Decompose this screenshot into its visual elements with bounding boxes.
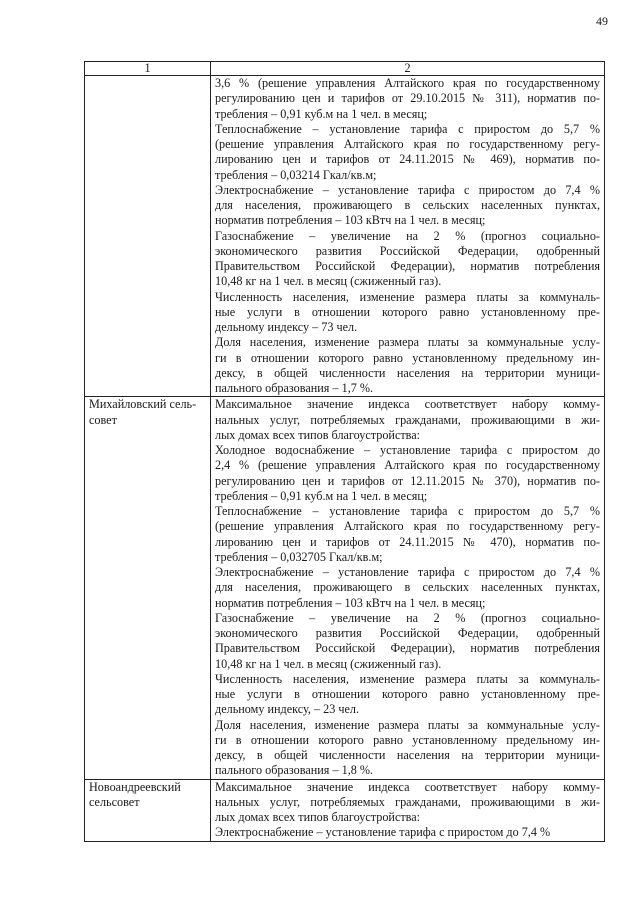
text-line: регулированию цен и тарифов от 29.10.2015 № 311), норматив по- — [215, 91, 600, 106]
text-line: ги в отношении которого равно установленному предельному ин- — [215, 350, 600, 365]
text-line: 2,4 % (решение управления Алтайского края по государственному — [215, 458, 600, 473]
text-line: норматив потребления – 103 кВтч на 1 чел. в месяц; — [215, 213, 486, 228]
text-line: пального образования – 1,7 %. — [215, 381, 374, 395]
page-number: 49 — [596, 14, 608, 28]
text-line: пального образования – 1,8 %. — [215, 763, 374, 778]
text-line: лых домах всех типов благоустройства: — [215, 427, 421, 442]
text-line: дельному индексу – 73 чел. — [215, 320, 358, 334]
text-line: нальных услуг, потребляемых гражданами, проживающими в жи- — [215, 412, 600, 427]
text-line: для населения, проживающего в сельских населенных пунктах, — [215, 198, 600, 212]
text-line: Теплоснабжение – установление тарифа с приростом до 5,7 % — [215, 504, 600, 518]
text-line: нальных услуг, потребляемых гражданами, проживающими в жи- — [215, 794, 600, 809]
text-line: лированию цен и тарифов от 24.11.2015 № 470), норматив по- — [215, 534, 600, 549]
text-line: экономического развития Российской Федерации, одобренный — [215, 243, 600, 258]
description-cell — [211, 397, 605, 779]
text-line: дексу, в общей численности населения на территории муници- — [215, 748, 600, 762]
text-line: 3,6 % (решение управления Алтайского края по государственному — [215, 76, 600, 90]
text-line: лированию цен и тарифов от 24.11.2015 № 469), норматив по- — [215, 152, 600, 167]
header-row — [85, 62, 605, 76]
text-line: Холодное водоснабжение – установление тарифа с приростом до — [215, 443, 600, 457]
municipality-name-cell — [85, 397, 211, 779]
text-line: требления – 0,91 куб.м на 1 чел. в месяц; — [215, 106, 428, 121]
text-line: требления – 0,032705 Гкал/кв.м; — [215, 549, 383, 564]
table-row — [85, 397, 605, 779]
description-cell — [211, 779, 605, 841]
text-line: Правительством Российской Федерации), норматив потребления — [215, 259, 600, 273]
text-line: экономического развития Российской Федерации, одобренный — [215, 626, 600, 640]
text-line: Численность населения, изменение размера платы за коммуналь- — [215, 289, 600, 304]
text-line: лых домах всех типов благоустройства: — [215, 810, 421, 824]
text-line: (решение управления Алтайского края по государственному регу- — [215, 137, 600, 151]
text-line: Максимальное значение индекса соответствует набору комму- — [215, 397, 600, 412]
municipality-name-cell — [85, 76, 211, 397]
text-line: Доля населения, изменение размера платы за коммунальные услу- — [215, 335, 600, 350]
text-line: дексу, в общей численности населения на территории муници- — [215, 365, 600, 380]
municipality-name-cell — [85, 779, 211, 841]
text-line: ги в отношении которого равно установленному предельному ин- — [215, 732, 600, 747]
text-line: регулированию цен и тарифов от 12.11.2015 № 370), норматив по- — [215, 473, 600, 488]
text-line: Электроснабжение – установление тарифа с приростом до 7,4 % — [215, 825, 551, 840]
text-line: требления – 0,91 куб.м на 1 чел. в месяц; — [215, 488, 428, 503]
text-line: Электроснабжение – установление тарифа с приростом до 7,4 % — [215, 182, 600, 197]
text-line: (решение управления Алтайского края по государственному регу- — [215, 519, 600, 534]
text-line: Газоснабжение – увеличение на 2 % (прогноз социально- — [215, 610, 600, 625]
text-line: Правительством Российской Федерации), норматив потребления — [215, 641, 600, 656]
text-line: 10,48 кг на 1 чел. в месяц (сжиженный газ). — [215, 656, 442, 671]
text-line: требления – 0,03214 Гкал/кв.м; — [215, 167, 377, 182]
text-line: Электроснабжение – установление тарифа с приростом до 7,4 % — [215, 565, 600, 579]
column-header-2: 2 — [211, 62, 605, 76]
text-line: Теплоснабжение – установление тарифа с приростом до 5,7 % — [215, 121, 600, 136]
text-line: ные услуги в отношении которого равно установленному пре- — [215, 687, 600, 701]
text-line: ные услуги в отношении которого равно установленному пре- — [215, 304, 600, 319]
column-header-1: 1 — [85, 62, 211, 76]
text-line: Численность населения, изменение размера платы за коммуналь- — [215, 671, 600, 686]
municipality-name-line: сельсовет — [89, 794, 140, 809]
description-cell — [211, 76, 605, 397]
text-line: для населения, проживающего в сельских населенных пунктах, — [215, 580, 600, 595]
text-line: Газоснабжение – увеличение на 2 % (прогноз социально- — [215, 228, 600, 243]
municipality-name-line: Михайловский сель- — [89, 397, 197, 412]
text-line: Максимальное значение индекса соответствует набору комму- — [215, 779, 600, 794]
table-row — [85, 779, 605, 841]
text-line: дельному индексу, – 23 чел. — [215, 702, 360, 717]
text-line: Доля населения, изменение размера платы за коммунальные услу- — [215, 717, 600, 732]
table-row — [85, 76, 605, 397]
tariff-table — [84, 61, 605, 842]
municipality-name-line: совет — [89, 412, 117, 427]
municipality-name-line: Новоандреевский — [89, 779, 181, 794]
text-line: 10,48 кг на 1 чел. в месяц (сжиженный газ). — [215, 274, 442, 289]
text-line: норматив потребления – 103 кВтч на 1 чел. в месяц; — [215, 595, 486, 610]
